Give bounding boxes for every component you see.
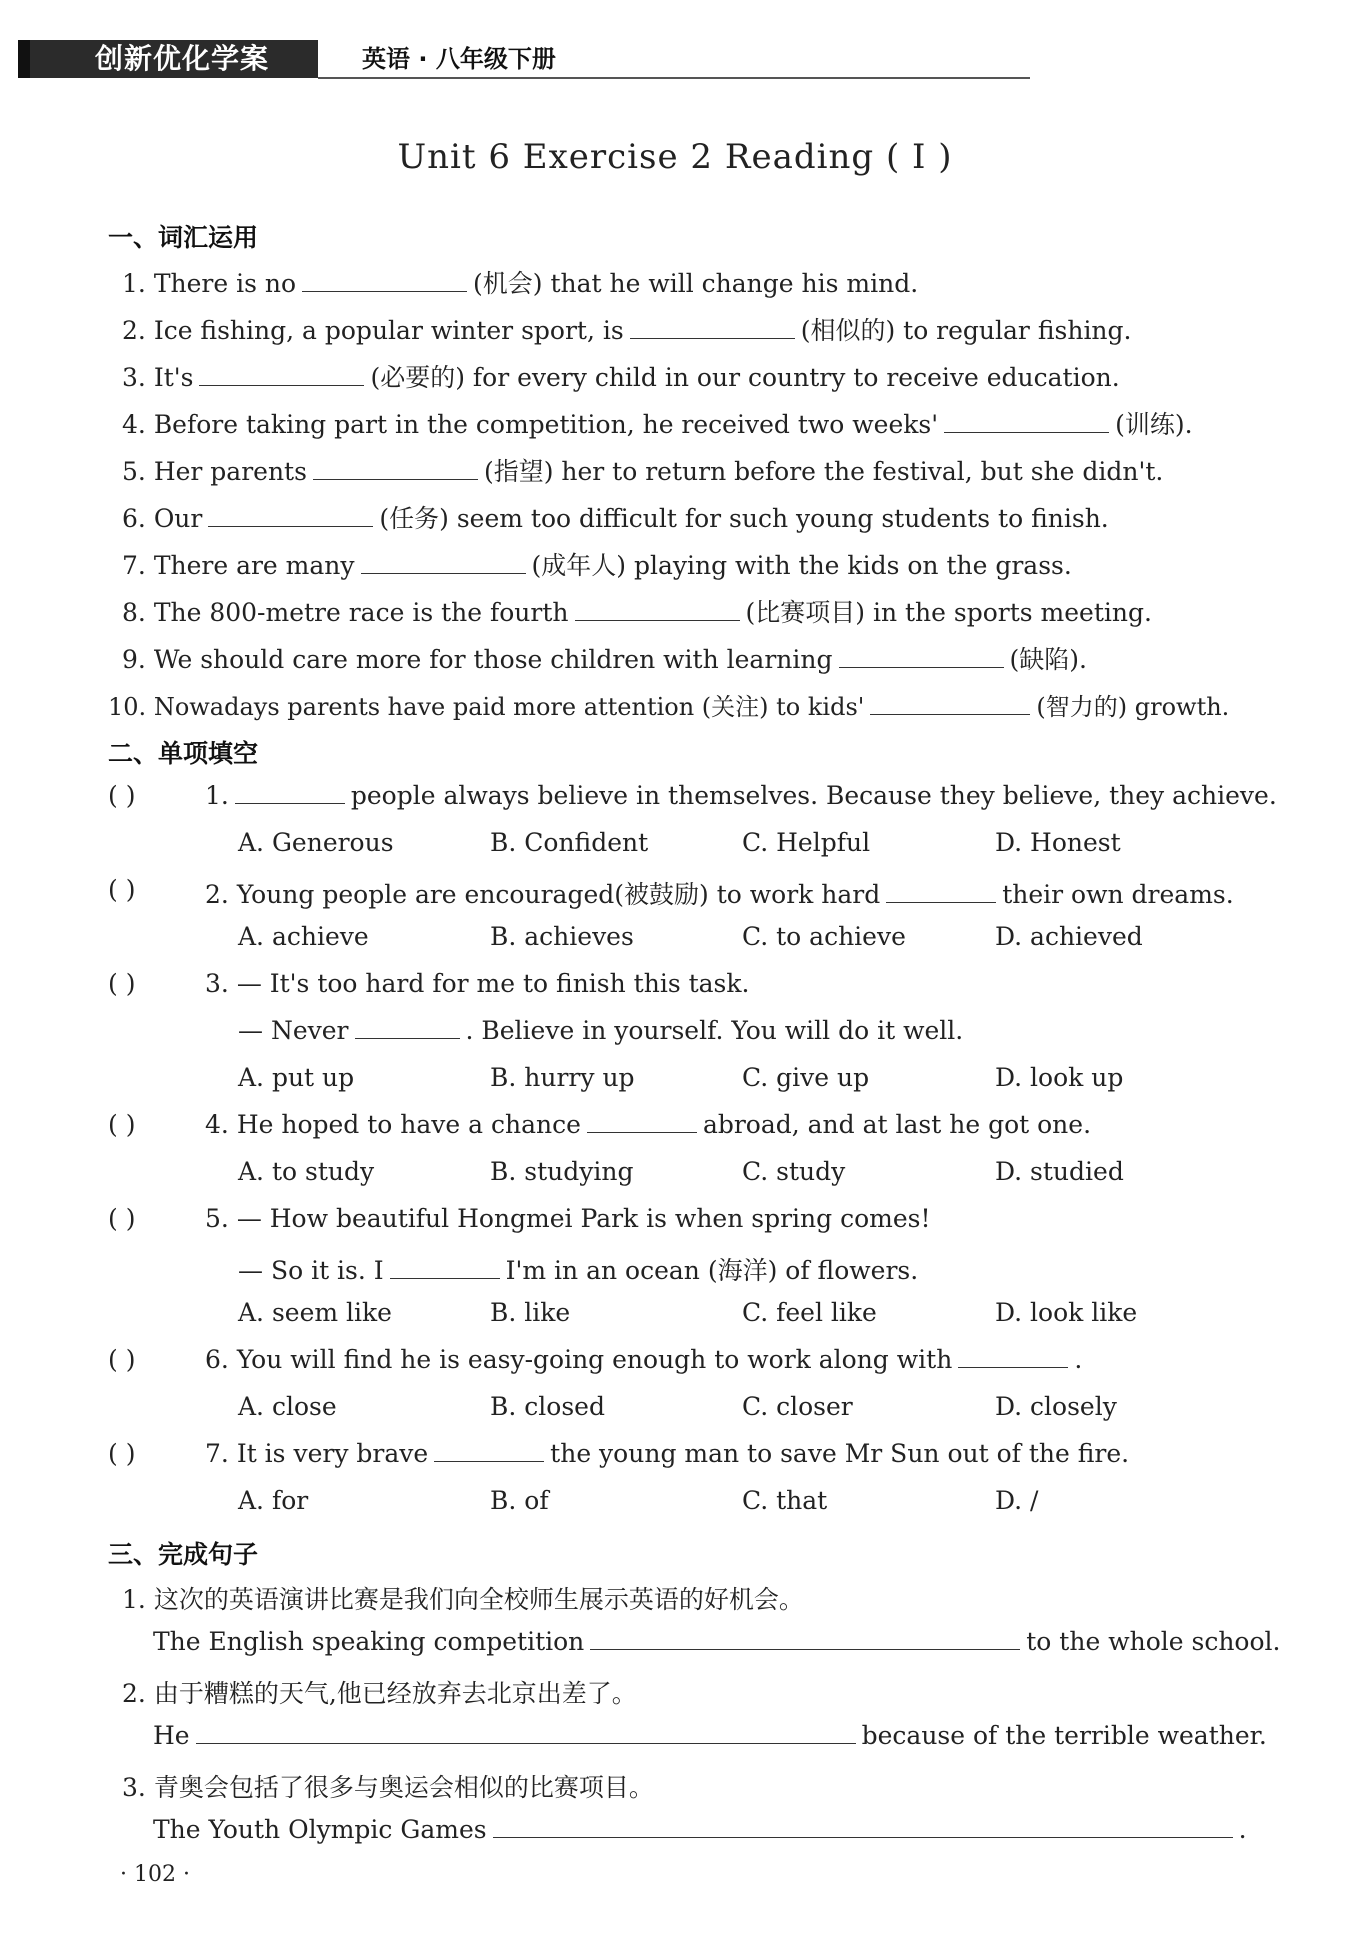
section-heading-multiple-choice: 二、单项填空 bbox=[108, 739, 259, 768]
vocab-item: 4. Before taking part in the competition, he received two weeks' (训练). bbox=[122, 410, 1193, 439]
vocab-item: 3. It's (必要的) for every child in our country to receive education. bbox=[122, 363, 1120, 392]
vocab-item: 7. There are many (成年人) playing with the kids on the grass. bbox=[122, 551, 1072, 580]
answer-blank[interactable] bbox=[886, 880, 996, 903]
answer-blank[interactable] bbox=[958, 1345, 1068, 1368]
answer-blank[interactable] bbox=[361, 551, 526, 574]
mc-option[interactable]: C. study bbox=[742, 1157, 846, 1186]
mc-question-3: 3. — It's too hard for me to finish this task. bbox=[205, 969, 750, 998]
vocab-item: 10. Nowadays parents have paid more attention (关注) to kids' (智力的) growth. bbox=[108, 693, 1230, 721]
mc-question-6: 6. You will find he is easy-going enough to work along with . bbox=[205, 1345, 1083, 1374]
section-heading-vocabulary: 一、词汇运用 bbox=[108, 223, 259, 252]
mc-option[interactable]: B. like bbox=[490, 1298, 571, 1327]
answer-blank[interactable] bbox=[870, 692, 1030, 715]
translate-item-chinese: 1. 这次的英语演讲比赛是我们向全校师生展示英语的好机会。 bbox=[122, 1585, 804, 1614]
answer-blank[interactable] bbox=[630, 316, 795, 339]
mc-option[interactable]: B. Confident bbox=[490, 828, 649, 857]
answer-paren[interactable]: ( ) bbox=[108, 1204, 136, 1233]
mc-option[interactable]: A. for bbox=[238, 1486, 309, 1515]
mc-option[interactable]: A. put up bbox=[238, 1063, 355, 1092]
page-title: Unit 6 Exercise 2 Reading ( Ⅰ ) bbox=[397, 137, 953, 177]
translate-item-english: The Youth Olympic Games . bbox=[153, 1815, 1247, 1844]
mc-option[interactable]: C. give up bbox=[742, 1063, 870, 1092]
answer-paren[interactable]: ( ) bbox=[108, 781, 136, 810]
translate-item-english: The English speaking competition to the whole school. bbox=[153, 1627, 1281, 1656]
answer-blank[interactable] bbox=[493, 1815, 1233, 1838]
mc-option[interactable]: B. studying bbox=[490, 1157, 634, 1186]
mc-option[interactable]: C. Helpful bbox=[742, 828, 871, 857]
header-rule bbox=[318, 77, 1030, 79]
section-heading-sentence-completion: 三、完成句子 bbox=[108, 1540, 259, 1569]
vocab-item: 1. There is no (机会) that he will change his mind. bbox=[122, 269, 919, 298]
answer-paren[interactable]: ( ) bbox=[108, 875, 136, 904]
answer-blank[interactable] bbox=[199, 363, 364, 386]
translate-item-chinese: 2. 由于糟糕的天气,他已经放弃去北京出差了。 bbox=[122, 1679, 637, 1708]
mc-option[interactable]: D. look up bbox=[995, 1063, 1124, 1092]
mc-question-4: 4. He hoped to have a chance abroad, and at last he got one. bbox=[205, 1110, 1092, 1139]
mc-option[interactable]: D. Honest bbox=[995, 828, 1121, 857]
answer-blank[interactable] bbox=[208, 504, 373, 527]
translate-item-chinese: 3. 青奥会包括了很多与奥运会相似的比赛项目。 bbox=[122, 1773, 654, 1802]
answer-blank[interactable] bbox=[355, 1016, 460, 1039]
mc-option[interactable]: A. seem like bbox=[238, 1298, 392, 1327]
answer-blank[interactable] bbox=[590, 1627, 1020, 1650]
answer-blank[interactable] bbox=[839, 645, 1004, 668]
header-book-title: 英语 · 八年级下册 bbox=[362, 45, 556, 73]
answer-blank[interactable] bbox=[575, 598, 740, 621]
mc-question-5-reply: — So it is. I I'm in an ocean (海洋) of flowers. bbox=[238, 1256, 919, 1285]
answer-blank[interactable] bbox=[434, 1439, 544, 1462]
answer-blank[interactable] bbox=[390, 1256, 500, 1279]
mc-option[interactable]: A. close bbox=[238, 1392, 337, 1421]
answer-blank[interactable] bbox=[235, 781, 345, 804]
answer-paren[interactable]: ( ) bbox=[108, 1345, 136, 1374]
mc-question-1: 1. people always believe in themselves. Because they believe, they achieve. bbox=[205, 781, 1277, 810]
mc-option[interactable]: C. to achieve bbox=[742, 922, 906, 951]
mc-option[interactable]: C. feel like bbox=[742, 1298, 877, 1327]
vocab-item: 2. Ice fishing, a popular winter sport, is (相似的) to regular fishing. bbox=[122, 316, 1132, 345]
mc-option[interactable]: B. hurry up bbox=[490, 1063, 635, 1092]
mc-option[interactable]: D. look like bbox=[995, 1298, 1138, 1327]
header-brand: 创新优化学案 bbox=[95, 42, 270, 75]
mc-option[interactable]: C. closer bbox=[742, 1392, 853, 1421]
answer-blank[interactable] bbox=[302, 269, 467, 292]
vocab-item: 8. The 800-metre race is the fourth (比赛项目) in the sports meeting. bbox=[122, 598, 1152, 627]
mc-option[interactable]: A. Generous bbox=[238, 828, 394, 857]
mc-option[interactable]: D. studied bbox=[995, 1157, 1124, 1186]
answer-blank[interactable] bbox=[196, 1721, 856, 1744]
mc-question-7: 7. It is very brave the young man to save Mr Sun out of the fire. bbox=[205, 1439, 1130, 1468]
mc-option[interactable]: B. achieves bbox=[490, 922, 634, 951]
mc-question-5: 5. — How beautiful Hongmei Park is when spring comes! bbox=[205, 1204, 931, 1233]
mc-question-3-reply: — Never . Believe in yourself. You will do it well. bbox=[238, 1016, 964, 1045]
vocab-item: 6. Our (任务) seem too difficult for such young students to finish. bbox=[122, 504, 1109, 533]
mc-option[interactable]: B. closed bbox=[490, 1392, 605, 1421]
page-number: · 102 · bbox=[120, 1862, 190, 1887]
mc-option[interactable]: D. / bbox=[995, 1486, 1039, 1515]
answer-paren[interactable]: ( ) bbox=[108, 1439, 136, 1468]
answer-paren[interactable]: ( ) bbox=[108, 969, 136, 998]
mc-option[interactable]: D. achieved bbox=[995, 922, 1143, 951]
mc-question-2: 2. Young people are encouraged(被鼓励) to work hard their own dreams. bbox=[205, 880, 1234, 909]
mc-option[interactable]: A. achieve bbox=[238, 922, 369, 951]
translate-item-english: He because of the terrible weather. bbox=[153, 1721, 1267, 1750]
mc-option[interactable]: A. to study bbox=[238, 1157, 375, 1186]
answer-blank[interactable] bbox=[944, 410, 1109, 433]
mc-option[interactable]: B. of bbox=[490, 1486, 549, 1515]
vocab-item: 9. We should care more for those children with learning (缺陷). bbox=[122, 645, 1087, 674]
answer-paren[interactable]: ( ) bbox=[108, 1110, 136, 1139]
mc-option[interactable]: C. that bbox=[742, 1486, 828, 1515]
answer-blank[interactable] bbox=[587, 1110, 697, 1133]
answer-blank[interactable] bbox=[313, 457, 478, 480]
vocab-item: 5. Her parents (指望) her to return before the festival, but she didn't. bbox=[122, 457, 1164, 486]
mc-option[interactable]: D. closely bbox=[995, 1392, 1117, 1421]
